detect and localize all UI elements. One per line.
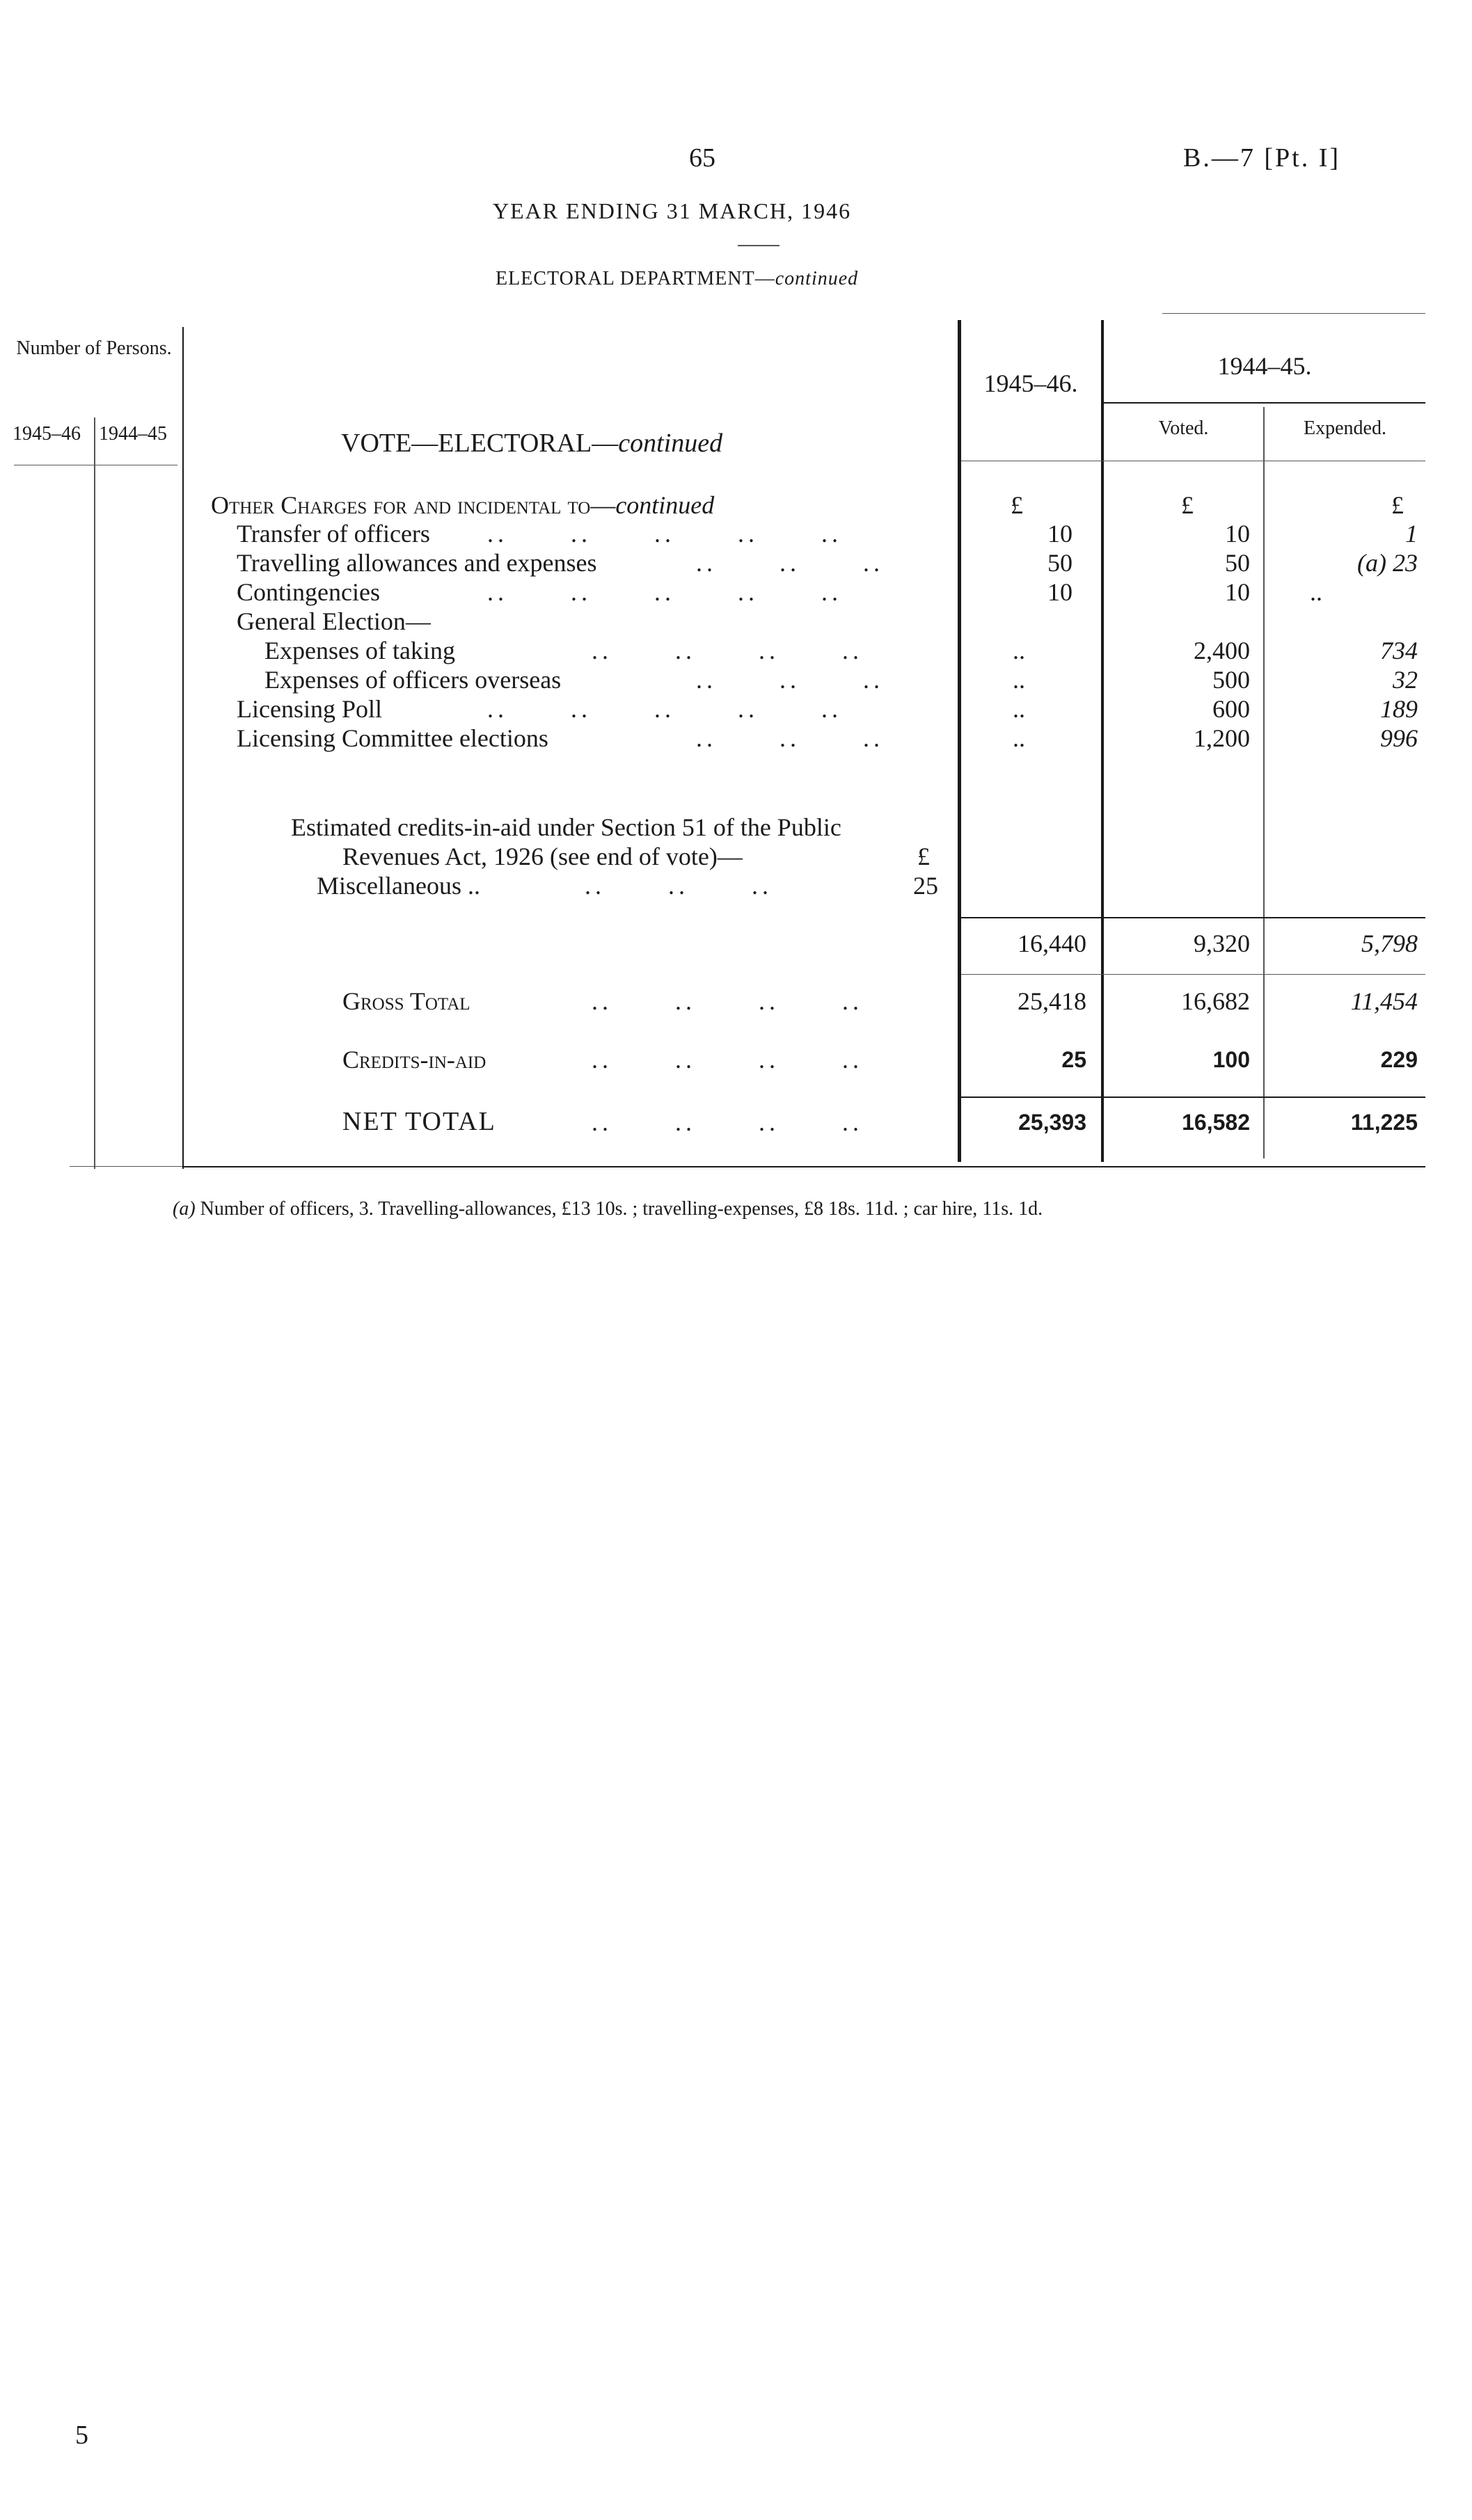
credits-in-aid-voted: 100 bbox=[1212, 1047, 1250, 1072]
value-1945: .. bbox=[1013, 666, 1025, 694]
gross-rule bbox=[961, 974, 1425, 975]
leader-dots: .. .. .. bbox=[696, 666, 884, 694]
row-label: General Election— bbox=[237, 607, 431, 635]
value-voted: 10 bbox=[1225, 520, 1250, 548]
row-label: Transfer of officers bbox=[237, 520, 430, 548]
leader-dots: .. .. .. bbox=[696, 549, 884, 577]
credits-note-misc-value: 25 bbox=[913, 872, 938, 900]
page-title: YEAR ENDING 31 MARCH, 1946 bbox=[493, 198, 852, 223]
net-total-label: NET TOTAL bbox=[342, 1107, 496, 1136]
signature-mark: 5 bbox=[75, 2421, 88, 2450]
credits-note-line1: Estimated credits-in-aid under Section 51 of the Public bbox=[291, 813, 841, 841]
row-label: Contingencies bbox=[237, 578, 380, 606]
vote-title bbox=[341, 428, 722, 458]
vote-name: VOTE—ELECTORAL— bbox=[341, 429, 619, 458]
title-rule bbox=[738, 245, 779, 246]
subtotal-voted: 9,320 bbox=[1194, 930, 1250, 957]
credits-in-aid-expended: 229 bbox=[1380, 1047, 1418, 1072]
currency-1945: £ bbox=[1011, 491, 1023, 519]
persons-divider bbox=[94, 417, 95, 1169]
department-name: ELECTORAL DEPARTMENT— bbox=[496, 268, 775, 289]
value-1945: 50 bbox=[1047, 549, 1073, 577]
section-name: Other Charges for and incidental to— bbox=[211, 491, 616, 519]
subtotal-1945: 16,440 bbox=[1018, 930, 1086, 957]
value-voted: 500 bbox=[1212, 666, 1250, 694]
value-expended: (a) 23 bbox=[1357, 549, 1418, 577]
net-total-voted: 16,582 bbox=[1182, 1110, 1250, 1135]
footnote-marker: (a) bbox=[173, 1198, 196, 1220]
column-heading-1944: 1944–45. bbox=[1217, 352, 1312, 380]
value-expended: 734 bbox=[1380, 637, 1418, 664]
value-voted: 2,400 bbox=[1194, 637, 1250, 664]
persons-heading: Number of Persons. bbox=[16, 337, 172, 359]
value-expended: .. bbox=[1310, 578, 1322, 606]
value-1945: .. bbox=[1013, 637, 1025, 664]
row-label: Expenses of officers overseas bbox=[264, 666, 562, 694]
net-total-1945: 25,393 bbox=[1018, 1110, 1086, 1135]
section-continued: continued bbox=[615, 491, 715, 519]
footnote-text: Number of officers, 3. Travelling-allowances, £13 10s. ; travelling-expenses, £8 18s. 11d. ; car hire, 11s. 1d. bbox=[200, 1198, 1043, 1220]
department-continued: continued bbox=[775, 268, 859, 289]
leader-dots: .. .. .. bbox=[585, 872, 773, 900]
leader-dots: .. .. .. .. bbox=[592, 987, 863, 1015]
value-voted: 1,200 bbox=[1194, 724, 1250, 752]
subtotal-expended: 5,798 bbox=[1361, 930, 1418, 957]
currency-voted: £ bbox=[1181, 491, 1194, 519]
col-1945-left-border bbox=[958, 320, 961, 1162]
leader-dots: .. .. .. .. .. bbox=[487, 578, 842, 606]
page-number: 65 bbox=[689, 143, 715, 173]
value-voted: 50 bbox=[1225, 549, 1250, 577]
leader-dots: .. .. .. .. .. bbox=[487, 695, 842, 723]
gross-total-expended: 11,454 bbox=[1350, 987, 1418, 1015]
value-1945: .. bbox=[1013, 724, 1025, 752]
credits-note-misc-label: Miscellaneous .. bbox=[317, 872, 480, 900]
leader-dots: .. .. .. .. bbox=[592, 1046, 863, 1074]
value-expended: 996 bbox=[1380, 724, 1418, 752]
net-total-expended: 11,225 bbox=[1350, 1110, 1418, 1135]
value-voted: 600 bbox=[1212, 695, 1250, 723]
value-1945: .. bbox=[1013, 695, 1025, 723]
subtotal-rule bbox=[961, 917, 1425, 918]
top-page-rule bbox=[1162, 313, 1425, 314]
credits-in-aid-label: Credits-in-aid bbox=[342, 1046, 486, 1074]
footnote bbox=[173, 1198, 1043, 1220]
persons-col-1944: 1944–45 bbox=[99, 423, 167, 445]
leader-dots: .. .. .. .. bbox=[592, 637, 863, 664]
section-label bbox=[211, 491, 714, 520]
net-rule bbox=[961, 1096, 1425, 1098]
value-1945: 10 bbox=[1047, 578, 1073, 606]
leader-dots: .. .. .. bbox=[696, 724, 884, 752]
column-heading-voted: Voted. bbox=[1158, 417, 1209, 439]
gross-total-1945: 25,418 bbox=[1018, 987, 1086, 1015]
value-1945: 10 bbox=[1047, 520, 1073, 548]
table-bottom-rule bbox=[182, 1166, 1425, 1167]
value-expended: 1 bbox=[1405, 520, 1418, 548]
value-voted: 10 bbox=[1225, 578, 1250, 606]
value-expended: 32 bbox=[1393, 666, 1418, 694]
persons-right-border bbox=[182, 327, 184, 1169]
leader-dots: .. .. .. .. bbox=[592, 1108, 863, 1136]
leader-dots: .. .. .. .. .. bbox=[487, 520, 842, 548]
column-heading-1945: 1945–46. bbox=[983, 369, 1078, 397]
row-label: Licensing Poll bbox=[237, 695, 382, 723]
gross-total-voted: 16,682 bbox=[1181, 987, 1250, 1015]
credits-note-line2: Revenues Act, 1926 (see end of vote)— bbox=[342, 843, 743, 870]
credits-in-aid-1945: 25 bbox=[1061, 1047, 1086, 1072]
page-reference: B.—7 [Pt. I] bbox=[1183, 143, 1340, 173]
persons-col-1945: 1945–46 bbox=[13, 423, 81, 445]
gross-total-label: Gross Total bbox=[342, 987, 470, 1015]
credits-note-currency: £ bbox=[917, 843, 930, 870]
row-label: Expenses of taking bbox=[264, 637, 455, 664]
row-label: Licensing Committee elections bbox=[237, 724, 548, 752]
vote-continued: continued bbox=[618, 429, 723, 458]
header-1944-rule bbox=[1104, 402, 1425, 404]
department-heading bbox=[496, 268, 858, 290]
persons-bottom-rule bbox=[70, 1166, 182, 1167]
value-expended: 189 bbox=[1380, 695, 1418, 723]
column-heading-expended: Expended. bbox=[1304, 417, 1386, 439]
row-label: Travelling allowances and expenses bbox=[237, 549, 597, 577]
currency-expended: £ bbox=[1391, 491, 1404, 519]
